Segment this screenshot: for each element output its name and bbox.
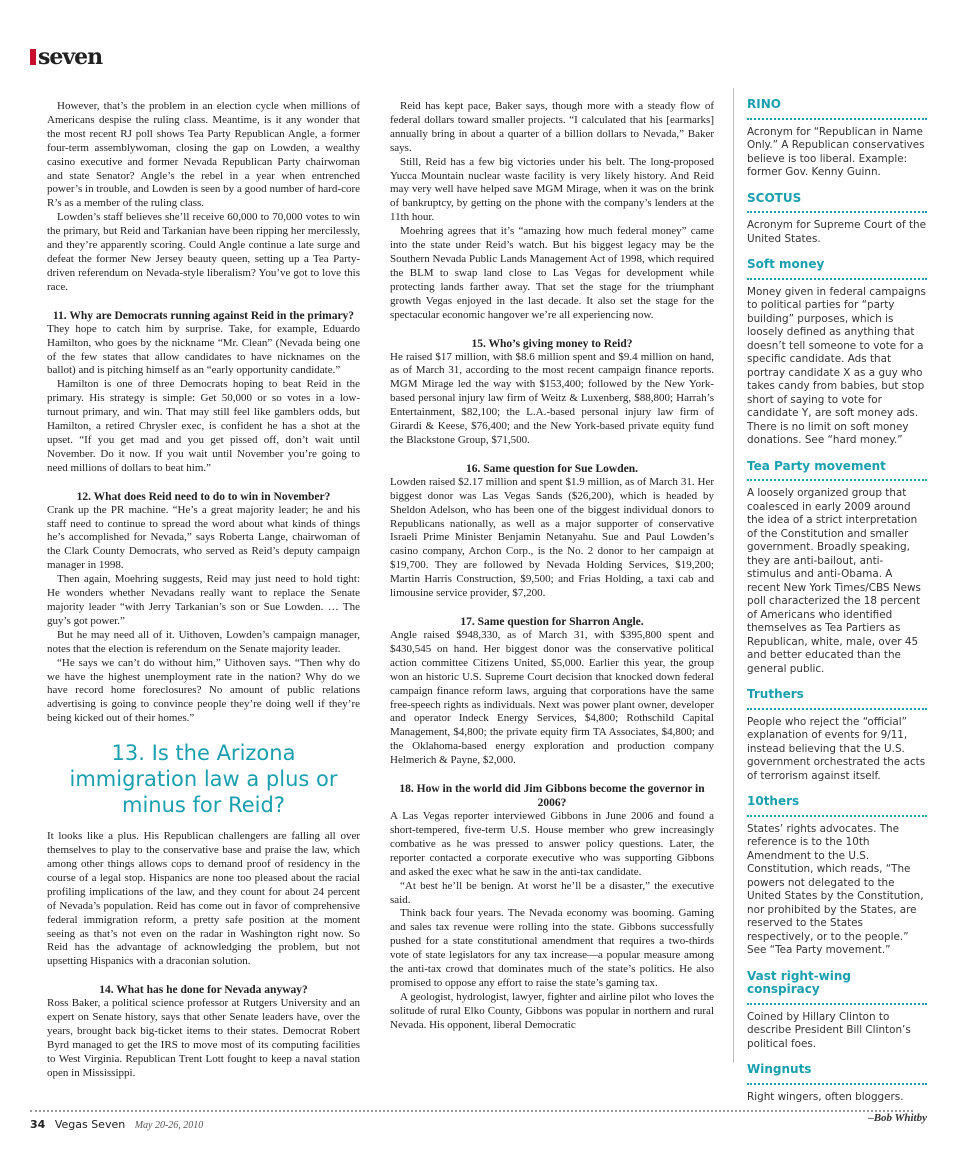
paragraph: A geologist, hydrologist, lawyer, fighter and airline pilot who loves the solitude of rural Elko County, Gibbons was popular in northern and rural Nevada. His opponent, liberal Democratic — [390, 990, 714, 1031]
glossary-definition: Acronym for “Republican in Name Only.” A Republican conservatives believe is too liberal. Example: former Gov. Kenny Guinn. — [747, 125, 925, 178]
glossary-term-tea-party: Tea Party movement — [747, 460, 927, 482]
paragraph: “He says we can’t do without him,” Uithoven says. “Then why do we have the highest unemployment rate in the nation? Why do we have record home foreclosures? No amount of public relations advertising is going to convince people they’re doing well if they’re being kicked out of their homes.” — [47, 656, 360, 725]
paragraph: “At best he’ll be benign. At worst he’ll be a disaster,” the executive said. — [390, 879, 714, 906]
article-column-2 — [390, 100, 714, 1033]
question-heading-12: 12. What does Reid need to do to win in November? — [76, 490, 331, 503]
paragraph: Angle raised $948,330, as of March 31, with $395,800 spent and $430,545 on hand. Her biggest donor was the conservative political action committee Citizens United, $5,000. Earlier this year, the group won an historic U.S. Supreme Court decision that knocked down federal campaign finance reform laws, arguing that corporations have the same free-speech rights as individuals. Next was power plant owner, developer and operator Indeck Energy Services, $4,800; Rothschild Capital Management, $4,800; the private equity firm TA Associates, $4,800; and the Oklahoma-based energy exploration and production company Helmerich & Payne, $2,000. — [390, 629, 714, 767]
issue-date: May 20-26, 2010 — [134, 1120, 204, 1131]
glossary-term-rino: RINO — [747, 98, 927, 120]
page-number: 34 — [30, 1118, 46, 1131]
paragraph: He raised $17 million, with $8.6 million spent and $9.4 million on hand, as of March 31, according to the most recent campaign finance reports. MGM Mirage led the way with $153,400; followed by the New York-based personal injury law firm of Weitz & Luxenberg, $88,800; Harrah’s Entertainment, $82,100; the L.A.-based personal injury law firm of Girardi & Keese, $76,400; and the New York-based private equity fund the Blackstone Group, $71,500. — [390, 350, 714, 446]
glossary-definition: Right wingers, often bloggers. — [747, 1090, 904, 1103]
glossary-term-wingnuts: Wingnuts — [747, 1063, 927, 1085]
paragraph: Think back four years. The Nevada economy was booming. Gaming and sales tax revenue were rolling into the state. Gibbons successfully pushed for a state constitutional amendment that requires a two-thirds vote of state legislators for any tax increase—a popular measure among the anti-tax crowd that dominates much of the state’s politics. He also promised to oppose any effort to raise the state’s gaming tax. — [390, 907, 714, 989]
feature-heading-13: 13. Is the Arizona immigration law a plus or minus for Reid? — [69, 741, 338, 818]
paragraph: Hamilton is one of three Democrats hoping to beat Reid in the primary. His strategy is simple: Get 50,000 or so votes in a low-turnout primary, and win. That may still feel like gamblers odds, but Hamilton, a retired Chrysler exec, is confident he has a shot at the upset. “If you get mad and you get pissed off, don’t wait until November. Do it now. If you wait until November you’re going to need millions of dollars to beat him.” — [47, 378, 360, 474]
author-signature: –Bob Whitby — [868, 1112, 927, 1124]
glossary-definition: Money given in federal campaigns to political parties for “party building” purposes, which is loosely defined as anything that doesn’t tell someone to vote for a specific candidate. Ads that portray candidate X as a guy who takes candy from babies, but stop short of saying to vote for candidate Y, are soft money ads. There is no limit on soft money donations. See “hard money.” — [747, 285, 926, 446]
article-column-1 — [47, 100, 360, 1081]
glossary-term-soft-money: Soft money — [747, 258, 927, 280]
glossary-definition: Coined by Hillary Clinton to describe President Bill Clinton’s political foes. — [747, 1010, 911, 1050]
question-heading-15: 15. Who’s giving money to Reid? — [471, 337, 633, 350]
paragraph: Still, Reid has a few big victories under his belt. The long-proposed Yucca Mountain nuclear waste facility is very likely history. And Reid may very well have helped save MGM Mirage, when it was on the brink of bankruptcy, by getting on the phone with the company’s lenders at the 11th hour. — [390, 155, 714, 224]
magazine-name: Vegas Seven — [54, 1118, 126, 1131]
glossary-term-scotus: SCOTUS — [747, 192, 927, 214]
page-footer — [30, 1118, 203, 1131]
paragraph: Crank up the PR machine. “He’s a great majority leader; he and his staff need to continue to spread the word about what kinds of things he’s accomplished for Nevada,” says Roberta Lange, chairwoman of the Clark County Democrats, who served as Reid’s deputy campaign manager in 1998. — [47, 503, 360, 572]
question-heading-18: 18. How in the world did Jim Gibbons become the governor in 2006? — [399, 783, 705, 810]
glossary-term-truthers: Truthers — [747, 688, 927, 710]
paragraph: Reid has kept pace, Baker says, though more with a steady flow of federal dollars toward smaller projects. “I calculated that his [earmarks] annually bring in about a quarter of a billion dollars to Nevada,” Baker says. — [390, 100, 714, 154]
glossary-sidebar — [733, 88, 927, 1124]
question-heading-17: 17. Same question for Sharron Angle. — [460, 616, 644, 628]
glossary-definition: People who reject the “official” explanation of events for 9/11, instead believing that the U.S. government orchestrated the acts of terrorism against itself. — [747, 715, 926, 782]
glossary-term-10thers: 10thers — [747, 795, 927, 817]
glossary-definition: A loosely organized group that coalesced in early 2009 around the idea of a strict interpretation of the Constitution and smaller government. Broadly speaking, they are anti-bailout, anti-stimulus and anti-Obama. A recent New York Times/CBS News poll characterized the 18 percent of Americans who identified themselves as Tea Partiers as Republican, white, male, over 45 and better educated than the general public. — [747, 487, 921, 675]
paragraph: Lowden raised $2.17 million and spent $1.9 million, as of March 31. Her biggest donor was Las Vegas Sands ($26,200), which is headed by Sheldon Adelson, who has been one of the biggest individual donors to Republicans nationally, as well as a major supporter of conservative Israeli Prime Minister Benjamin Netanyahu. Sue and Paul Lowden’s casino company, Archon Corp., is the No. 2 donor to her campaign at $19,700. They are followed by Nevada Holding Services, $19,200; Martin Harris Construction, $9,500; and Frias Holding, a taxi cab and limousine service provider, $7,200. — [390, 475, 714, 600]
paragraph: They hope to catch him by surprise. Take, for example, Eduardo Hamilton, who goes by the nickname “Mr. Clean” (Nevada being one of the few states that allow candidates to have nicknames on the ballot) and is pitching himself as an “early opportunity candidate.” — [47, 322, 360, 377]
question-heading-16: 16. Same question for Sue Lowden. — [466, 462, 638, 475]
paragraph: Then again, Moehring suggests, Reid may just need to hold tight: He wonders whether Nevadans really want to replace the Senate majority leader “with Jerry Tarkanian’s son or Sue Lowden. … The guy’s got power.” — [47, 573, 360, 627]
section-name: seven — [38, 44, 103, 70]
paragraph: Moehring agrees that it’s “amazing how much federal money” came into the state under Reid’s watch. But his biggest legacy may be the Southern Nevada Public Lands Management Act of 1998, which required the BLM to swap land close to Las Vegas for development while protecting lands farther away. That set the stage for the triumphant growth Vegas enjoyed in the last decade. It also set the stage for the spectacular economic hangover we’re all experiencing now. — [390, 225, 714, 321]
footer-divider — [30, 1110, 913, 1112]
glossary-definition: Acronym for Supreme Court of the United States. — [747, 219, 927, 245]
paragraph: A Las Vegas reporter interviewed Gibbons in June 2006 and found a short-tempered, five-term U.S. House member who grew increasingly combative as he was pressed to answer policy questions. Later, the reporter contacted a corporate executive who was supporting Gibbons and asked the exec what he saw in the anti-tax candidate. — [390, 810, 714, 878]
logo-bar-mark — [30, 49, 36, 65]
question-heading-11: 11. Why are Democrats running against Reid in the primary? — [52, 309, 355, 322]
question-heading-14: 14. What has he done for Nevada anyway? — [99, 984, 308, 997]
paragraph: Ross Baker, a political science professor at Rutgers University and an expert on Senate history, says that other Senate leaders have, over the years, brought back big-ticket items to their states. Democrat Robert Byrd managed to get the IRS to move most of its computing facilities to West Virginia. Republican Trent Lott fought to keep a naval station open in Mississippi. — [47, 997, 360, 1079]
glossary-definition: States’ rights advocates. The reference is to the 10th Amendment to the U.S. Constitution, which reads, “The powers not delegated to the United States by the Constitution, nor prohibited by the States, are reserved to the States respectively, or to the people.” See “Tea Party movement.” — [747, 822, 924, 956]
paragraph: Lowden’s staff believes she’ll receive 60,000 to 70,000 votes to win the primary, but Reid and Tarkanian have been ripping her mercilessly, and they’re apparently scoring. Could Angle continue a late surge and defeat the former New Jersey beauty queen, setting up a Tea Party-driven referendum on Nevada-style liberalism? You’ve got to love this race. — [47, 211, 360, 293]
glossary-term-vast-conspiracy: Vast right-wing conspiracy — [747, 970, 927, 1005]
paragraph: But he may need all of it. Uithoven, Lowden’s campaign manager, notes that the election is referendum on the Senate majority leader. — [47, 628, 360, 655]
section-logo — [30, 44, 102, 70]
paragraph: It looks like a plus. His Republican challengers are falling all over themselves to play to the conservative base and praise the law, which among other things allows cops to demand proof of residency in the course of a legal stop. Hispanics are none too pleased about the racial profiling implications of the law, and they count for about 24 percent of Nevada’s population. Reid has come out in favor of comprehensive federal immigration reform, a pretty safe position at the moment seeing as that’s not even on the radar in Washington right now. So Reid has the advantage of acknowledging the problem, but not upsetting Hispanics with a draconian solution. — [47, 830, 360, 968]
paragraph: However, that’s the problem in an election cycle when millions of Americans despise the ruling class. Meantime, is it any wonder that the most recent RJ poll shows Tea Party Republican Angle, a former four-term assemblywoman, closing the gap on Lowden, a wealthy casino executive and former Nevada Republican Party chairwoman and state Senator? Angle’s the rebel in a year when entrenched power’s in trouble, and Lowden is seen by a good number of hard-core R’s as a member of the ruling class. — [47, 100, 360, 210]
